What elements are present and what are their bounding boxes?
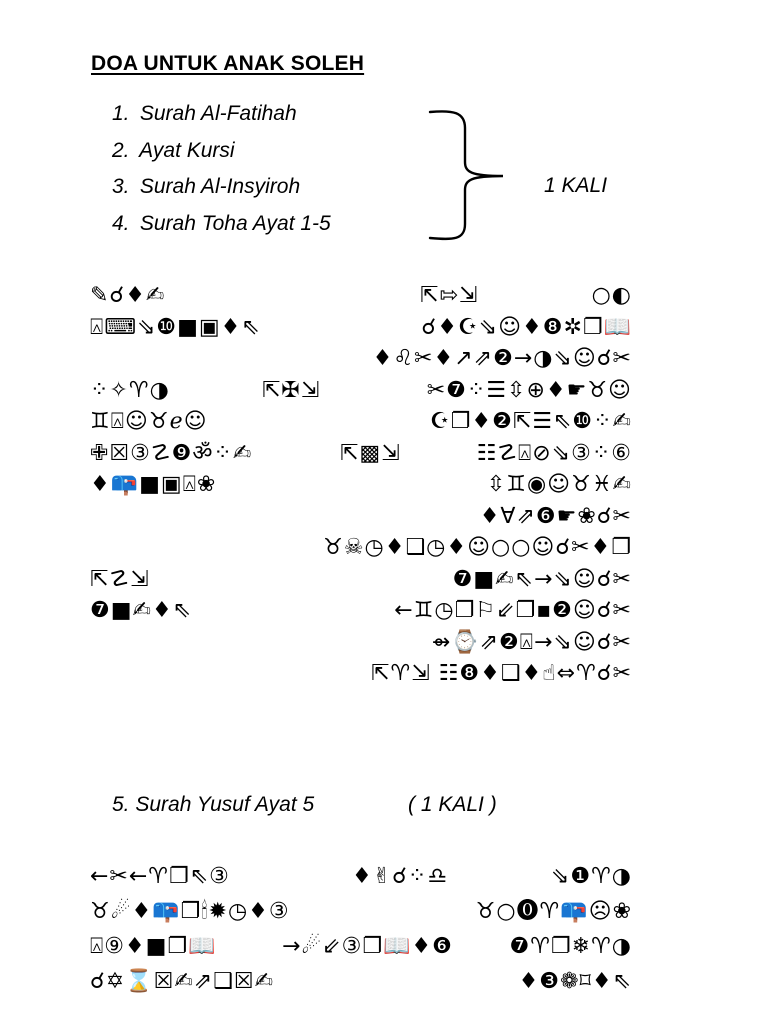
- symbol-text-segment: ⇱♈⇲ ☷❽♦❑♦☝⇔♈☌✂: [371, 661, 632, 686]
- symbol-text-segment: ❼■✍♦⇖: [90, 598, 193, 623]
- symbol-text-segment: ♦📪■▣⍓❀: [90, 472, 217, 497]
- list-number: 1.: [112, 102, 130, 125]
- symbol-text-segment: ☌✡⌛☒✍⇗❑☒✍: [90, 969, 275, 994]
- symbol-text-segment: ⇘❶♈◑: [550, 864, 632, 889]
- symbol-text-segment: ✙☒③☡❾ॐ⁘✍: [90, 440, 253, 466]
- symbol-text-segment: ♉☠◷♦❑◷♦☺○○☺☌✂♦❐: [323, 535, 632, 560]
- symbol-text-segment: ✎☌♦✍: [90, 283, 166, 308]
- symbol-text-segment: ←♊◷❐⚐⇙❐▪❷☺☌✂: [394, 598, 632, 623]
- list-item: [112, 98, 331, 135]
- list-item-label: Surah Yusuf Ayat 5: [135, 793, 315, 816]
- symbol-text-segment: ❼♈❐❄♈◑: [509, 934, 632, 959]
- list-item-label: Surah Toha Ayat 1-5: [139, 211, 331, 235]
- list-item-label: Surah Al-Fatihah: [139, 102, 297, 125]
- symbol-text-segment: →☄⇙③❐📖♦❻: [282, 934, 453, 959]
- symbol-text-segment: ♉○⓿♈📪☹❀: [475, 899, 632, 924]
- symbol-text-segment: ♦♌✂♦↗⇗❷→◑⇘☺☌✂: [372, 346, 632, 371]
- symbol-text-segment: ♉☄♦📪❐🕯✹◷♦③: [90, 899, 290, 924]
- symbol-text-segment: ♦∀⇗❻☛❀☌✂: [479, 503, 632, 529]
- symbol-text-segment: ←✂←♈❐⇖③: [90, 864, 230, 889]
- list-number: 2.: [112, 138, 130, 162]
- list-number: 3.: [112, 175, 130, 198]
- list-item-5: [112, 793, 314, 817]
- list-item-label: Ayat Kursi: [139, 138, 235, 162]
- list-number: 4.: [112, 211, 130, 235]
- symbol-text-segment: ✂❼⁘☰⇳⊕♦☛♉☺: [426, 377, 632, 403]
- symbol-text-segment: ⇳♊◉☺♉♓✍: [486, 472, 632, 497]
- symbol-text-segment: ♊⍓☺♉ℯ☺: [90, 409, 208, 434]
- symbol-text-segment: ○◐: [591, 283, 632, 308]
- symbol-text-segment: ⍓⌨⇘❿■▣♦⇖: [90, 314, 261, 340]
- symbol-text-segment: ♦✌☌⁘♎: [352, 864, 449, 889]
- surah-list: [112, 98, 331, 244]
- right-brace-icon: [425, 106, 515, 246]
- list-item-label: Surah Al-Insyiroh: [139, 175, 301, 198]
- symbol-text-segment: ⇱☡⇲: [90, 566, 150, 592]
- symbol-text-segment: ⇴⌚⇗❷⍓→⇘☺☌✂: [431, 629, 632, 655]
- list-item: [112, 171, 331, 208]
- list-item: [112, 135, 331, 172]
- page-title: DOA UNTUK ANAK SOLEH: [91, 52, 365, 75]
- symbol-text-segment: ☌♦☪⇘☺♦❽✲❐📖: [421, 314, 632, 340]
- symbol-text-segment: ⁘✧♈◑: [90, 377, 170, 403]
- repeat-count-label-2: ( 1 KALI ): [408, 793, 497, 816]
- symbol-text-segment: ☪❐♦❷⇱☰⇖❿⁘✍: [429, 409, 632, 434]
- symbol-text-segment: ☷☡⍓⊘⇘③⁘⑥: [476, 440, 632, 466]
- repeat-count-label: 1 KALI: [544, 174, 608, 197]
- symbol-text-segment: ❼■✍⇖→⇘☺☌✂: [452, 566, 632, 592]
- symbol-text-segment: ⇱▩⇲: [340, 440, 401, 466]
- symbol-text-segment: ⇱✠⇲: [262, 377, 321, 403]
- symbol-text-segment: ♦❸❁⌑♦⇖: [518, 969, 632, 994]
- list-number: 5.: [112, 793, 130, 816]
- symbol-text-segment: ⇱⇰⇲: [420, 283, 479, 308]
- symbol-text-segment: ⍓⑨♦■❐📖: [90, 934, 217, 959]
- list-item: [112, 208, 331, 245]
